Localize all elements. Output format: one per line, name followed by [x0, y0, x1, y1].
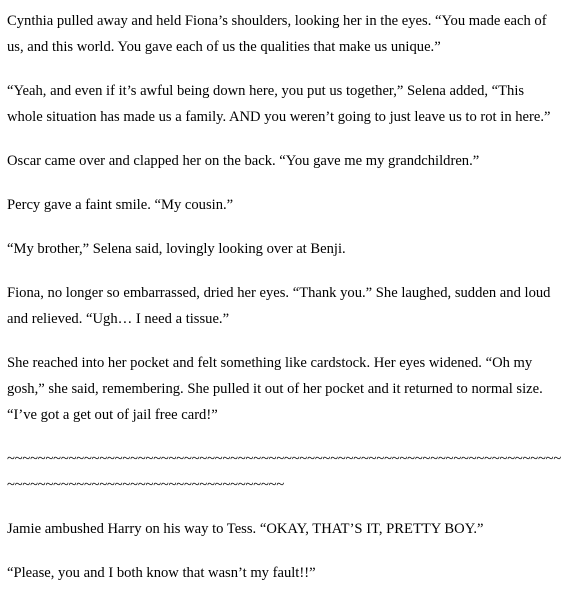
paragraph: Cynthia pulled away and held Fiona’s shoulders, looking her in the eyes. “You made each of us, and this world. You gave each of us the qualities that make us unique.”: [7, 13, 547, 55]
paragraph: Jamie ambushed Harry on his way to Tess. “OKAY, THAT’S IT, PRETTY BOY.”: [7, 521, 484, 537]
paragraph: Oscar came over and clapped her on the back. “You gave me my grandchildren.”: [7, 153, 480, 169]
scene-break-separator: ~~~~~~~~~~~~~~~~~~~~~~~~~~~~~~~~~~~~~~~~~~~~~~~~~~~~~~~~~~~~~~~~~~~~~~~~~~~~~~~~~~~~~~~~~~~~~~~~~~~~~~~~~~~~: [7, 451, 562, 493]
paragraph: “Yeah, and even if it’s awful being down here, you put us together,” Selena added, “This whole situation has made us a family. AND you weren’t going to just leave us to rot in here.”: [7, 83, 551, 125]
paragraph: Percy gave a faint smile. “My cousin.”: [7, 197, 234, 213]
paragraph: “Please, you and I both know that wasn’t my fault!!”: [7, 565, 316, 581]
paragraph: Fiona, no longer so embarrassed, dried her eyes. “Thank you.” She laughed, sudden and loud and relieved. “Ugh… I need a tissue.”: [7, 285, 551, 327]
paragraph: She reached into her pocket and felt something like cardstock. Her eyes widened. “Oh my gosh,” she said, remembering. She pulled it out of her pocket and it returned to normal size. “I’ve got a get out of jail free card!”: [7, 355, 543, 423]
paragraph: “My brother,” Selena said, lovingly looking over at Benji.: [7, 241, 346, 257]
document-body: [7, 8, 563, 604]
